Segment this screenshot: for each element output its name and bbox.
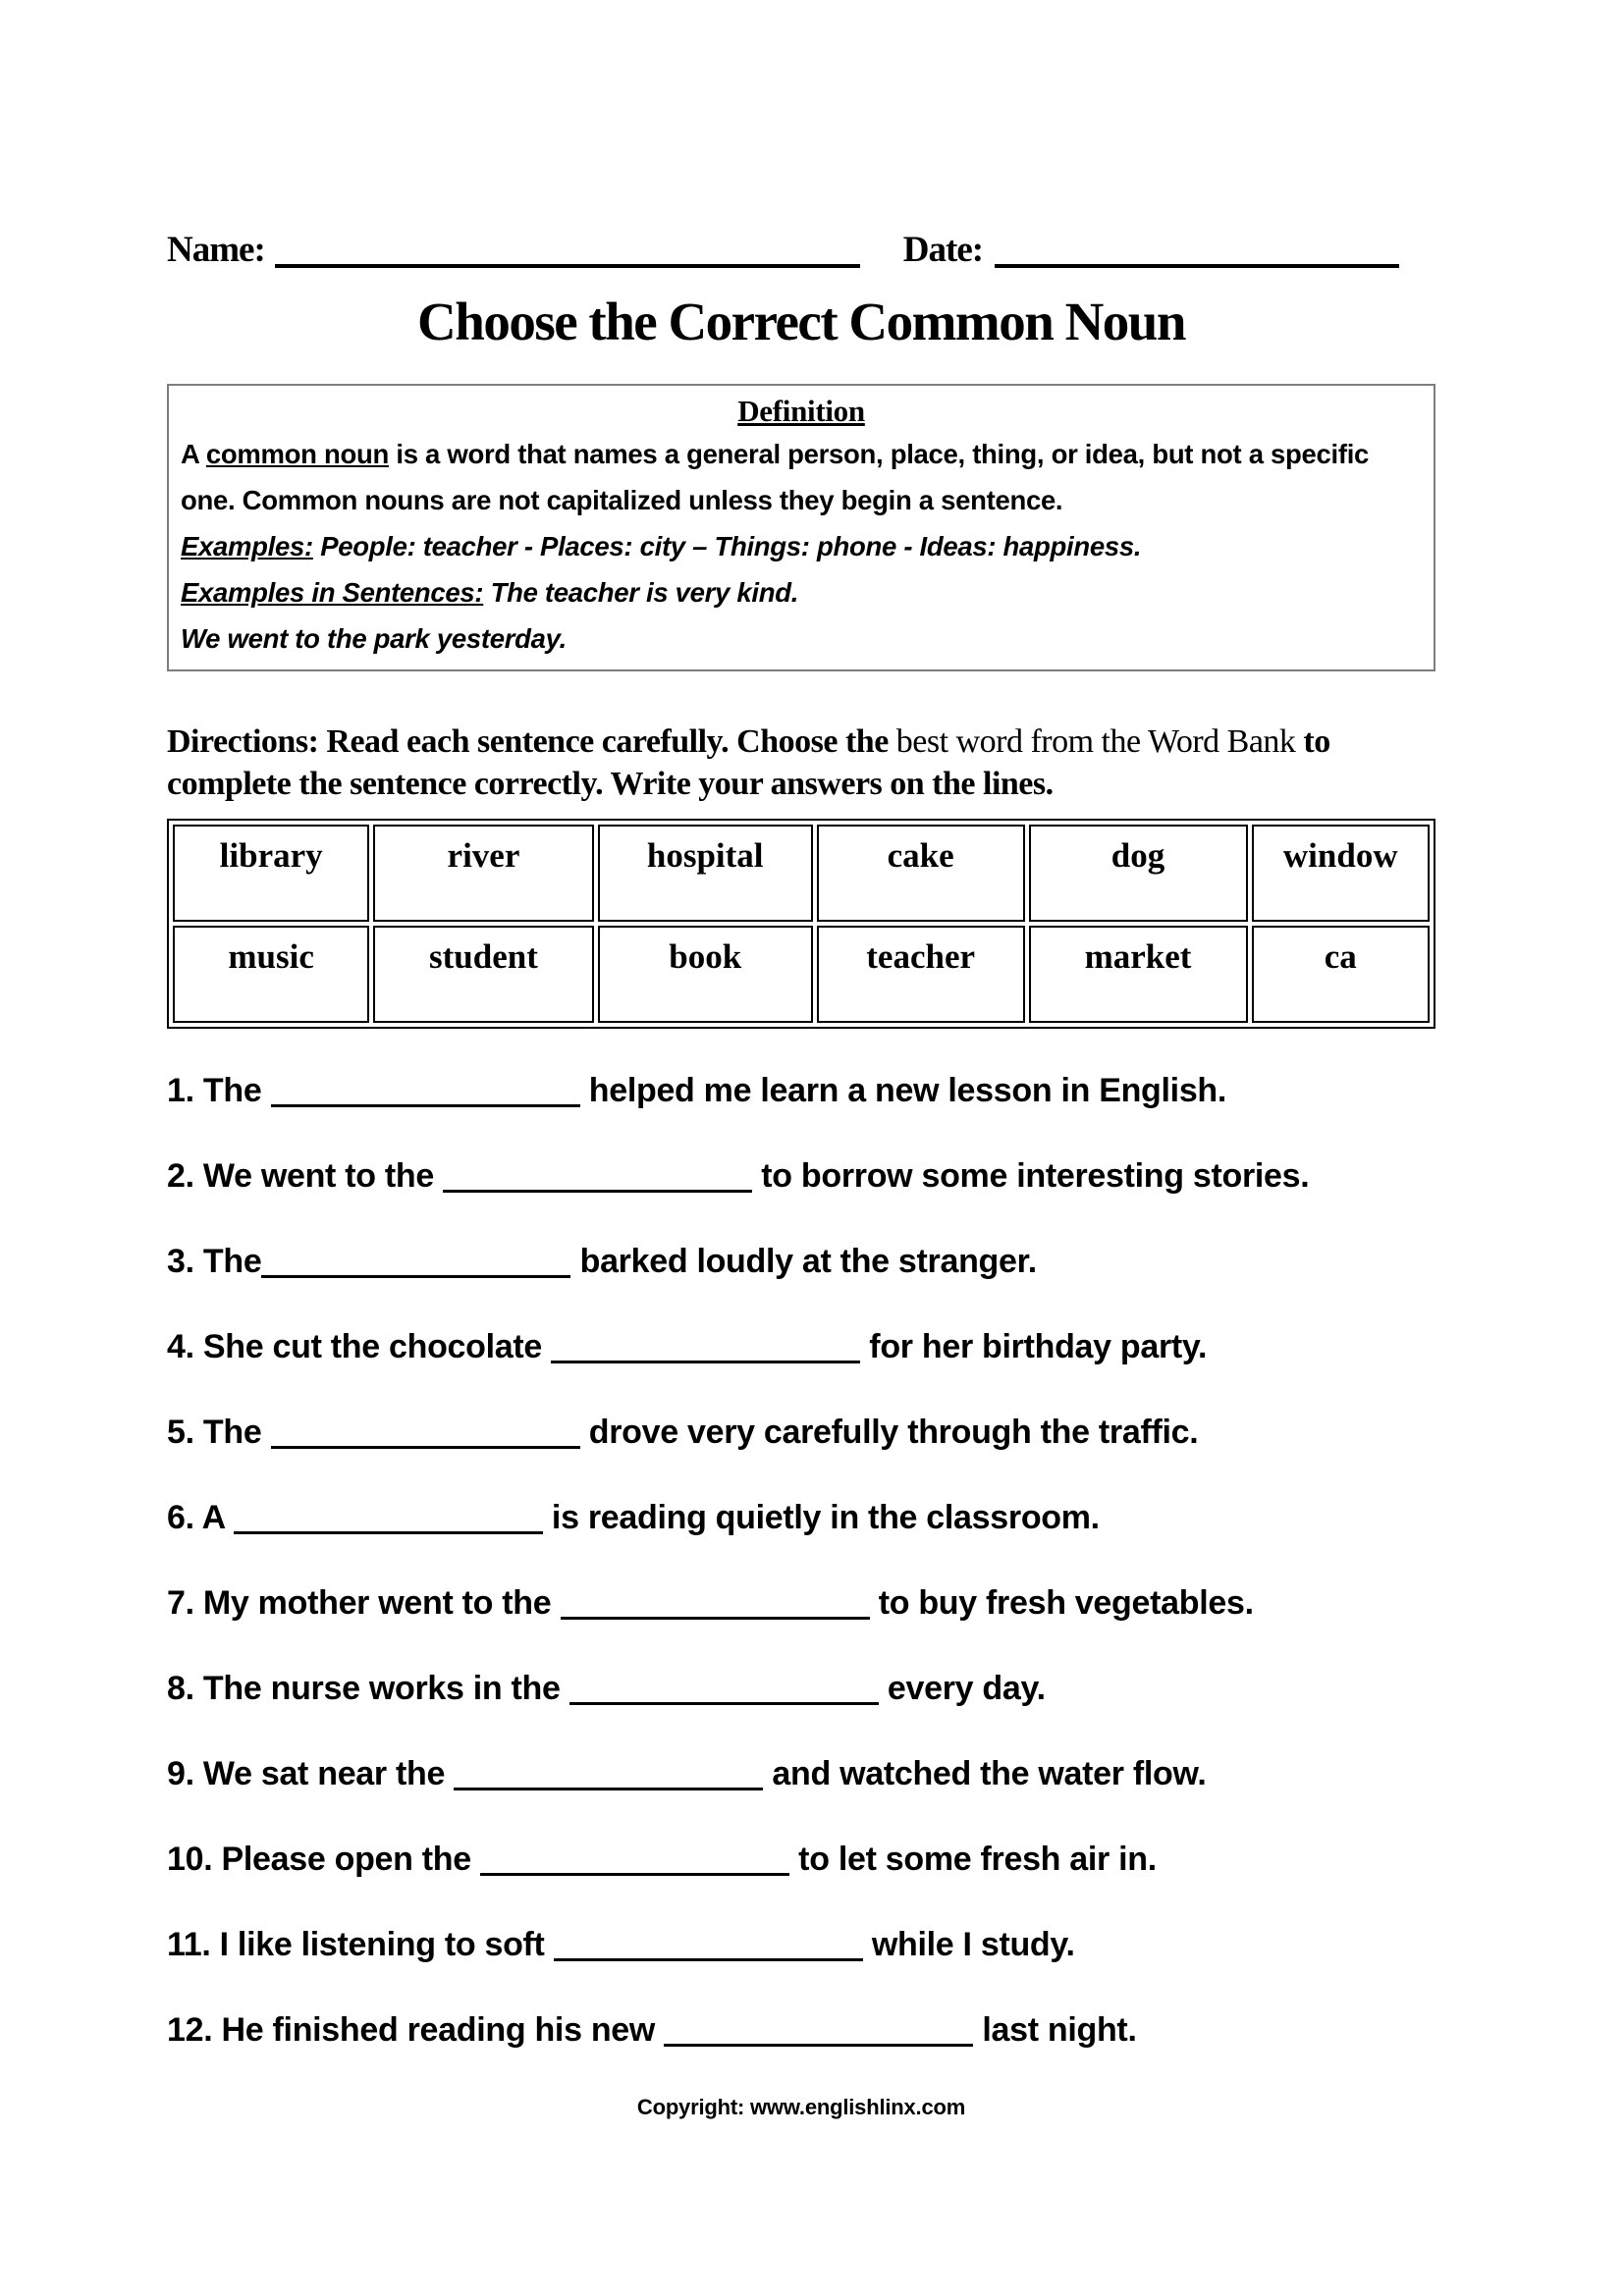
answer-blank[interactable] (551, 1331, 860, 1363)
sentence-item (167, 1582, 1435, 1624)
sentence-post-text: every day. (878, 1670, 1046, 1707)
examples-label: Examples: (181, 531, 313, 561)
date-label: Date: (902, 230, 984, 270)
definition-example-sentences (181, 569, 1422, 615)
answer-blank[interactable] (554, 1929, 863, 1961)
sentence-pre-text: 7. My mother went to the (167, 1584, 561, 1622)
sentence-item (167, 1924, 1435, 1965)
directions-regular: best word from the Word Bank (895, 723, 1304, 760)
answer-blank[interactable] (454, 1758, 763, 1790)
answer-blank[interactable] (664, 2014, 973, 2047)
definition-examples (181, 523, 1422, 569)
sentence-post-text: to borrow some interesting stories. (752, 1157, 1310, 1195)
answer-blank[interactable] (443, 1160, 752, 1193)
examples-text: People: teacher - Places: city – Things: phone - Ideas: happiness. (312, 531, 1142, 561)
sentence-item (167, 1155, 1435, 1197)
word-bank-cell: market (1029, 926, 1248, 1023)
word-bank-cell: river (373, 825, 593, 922)
definition-example-sentence-2: We went to the park yesterday. (181, 623, 567, 654)
word-bank-cell: window (1252, 825, 1430, 922)
answer-blank[interactable] (271, 1416, 580, 1449)
word-bank-cell: ca (1252, 926, 1430, 1023)
answer-blank[interactable] (569, 1673, 879, 1705)
directions (167, 721, 1435, 805)
sentence-post-text: helped me learn a new lesson in English. (579, 1072, 1227, 1109)
word-bank-row (173, 926, 1430, 1023)
sentence-post-text: and watched the water flow. (763, 1755, 1207, 1792)
definition-statement-term: common noun (205, 439, 390, 469)
word-bank-cell: student (373, 926, 593, 1023)
sentence-pre-text: 4. She cut the chocolate (167, 1328, 552, 1365)
sentence-item (167, 1326, 1435, 1367)
sentence-pre-text: 1. The (167, 1072, 271, 1109)
directions-bold-2: to complete the sentence correctly. Write your answers on the lines. (167, 723, 1330, 802)
example-sentences-label: Examples in Sentences: (181, 577, 484, 608)
word-bank-cell: book (598, 926, 813, 1023)
sentence-pre-text: 3. The (167, 1243, 262, 1280)
date-input-line[interactable] (995, 264, 1399, 268)
directions-bold-1: Directions: Read each sentence carefully. Choose the (167, 723, 896, 760)
answer-blank[interactable] (480, 1843, 789, 1876)
sentence-item (167, 1753, 1435, 1794)
sentence-post-text: to buy fresh vegetables. (869, 1584, 1254, 1622)
sentence-pre-text: 12. He finished reading his new (167, 2011, 665, 2049)
word-bank-cell: library (173, 825, 369, 922)
sentence-item (167, 1839, 1435, 1880)
answer-blank[interactable] (261, 1246, 570, 1278)
sentence-item (167, 1241, 1435, 1282)
sentence-post-text: for her birthday party. (860, 1328, 1208, 1365)
sentence-pre-text: 8. The nurse works in the (167, 1670, 569, 1707)
word-bank-row (173, 825, 1430, 922)
name-label: Name: (167, 230, 265, 270)
answer-blank[interactable] (234, 1502, 543, 1534)
definition-statement-post: is a word that names a general person, place, thing, or idea, but not a specific one. Common nouns are not capitalized unless they begin a sentence. (181, 439, 1370, 515)
word-bank-cell: music (173, 926, 369, 1023)
definition-heading: Definition (737, 394, 865, 428)
sentence-pre-text: 11. I like listening to soft (167, 1926, 554, 1963)
sentence-pre-text: 9. We sat near the (167, 1755, 455, 1792)
answer-blank[interactable] (271, 1075, 580, 1107)
sentence-pre-text: 10. Please open the (167, 1841, 481, 1878)
copyright-footer: Copyright: www.englishlinx.com (636, 2095, 966, 2119)
sentence-post-text: is reading quietly in the classroom. (542, 1499, 1100, 1536)
sentence-item (167, 1412, 1435, 1453)
name-date-row (167, 224, 1435, 271)
sentence-item (167, 1497, 1435, 1538)
sentence-item (167, 1668, 1435, 1709)
definition-box (167, 384, 1435, 671)
sentence-list (167, 1070, 1435, 2051)
sentence-pre-text: 5. The (167, 1414, 271, 1451)
word-bank-cell: dog (1029, 825, 1248, 922)
sentence-post-text: barked loudly at the stranger. (570, 1243, 1037, 1280)
sentence-item (167, 1070, 1435, 1111)
sentence-pre-text: 6. A (167, 1499, 234, 1536)
page-title: Choose the Correct Common Noun (417, 292, 1185, 351)
sentence-post-text: to let some fresh air in. (789, 1841, 1157, 1878)
word-bank-cell: teacher (817, 926, 1025, 1023)
sentence-post-text: drove very carefully through the traffic. (579, 1414, 1199, 1451)
definition-statement-pre: A (181, 439, 206, 469)
answer-blank[interactable] (561, 1587, 870, 1620)
sentence-post-text: while I study. (862, 1926, 1075, 1963)
sentence-pre-text: 2. We went to the (167, 1157, 444, 1195)
definition-statement (181, 431, 1422, 523)
name-input-line[interactable] (275, 264, 860, 268)
word-bank-table (167, 819, 1435, 1029)
word-bank-cell: cake (817, 825, 1025, 922)
sentence-post-text: last night. (973, 2011, 1137, 2049)
example-sentences-text: The teacher is very kind. (483, 577, 799, 608)
word-bank-cell: hospital (598, 825, 813, 922)
sentence-item (167, 2009, 1435, 2051)
